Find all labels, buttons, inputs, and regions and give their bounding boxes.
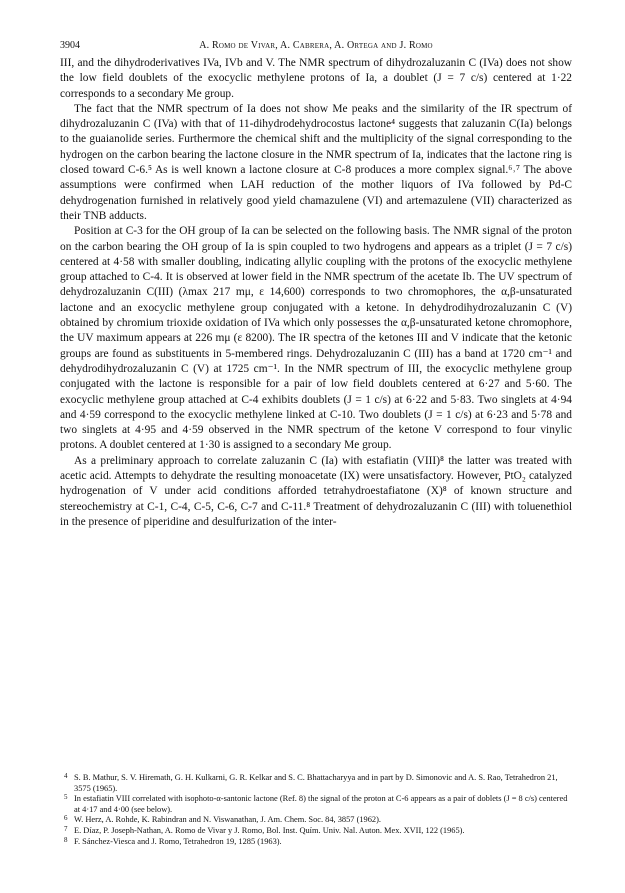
footnote xyxy=(60,773,572,794)
footnote-text: In estafiatin VIII correlated with isophoto-α-santonic lactone (Ref. 8) the signal of the proton at C-6 appears as a pair of doblets (J = 8 c/s) centered at 4·17 and 4·00 (see below). xyxy=(74,794,568,814)
footnote-mark: 8 xyxy=(64,835,68,844)
footnote-mark: 6 xyxy=(64,814,68,823)
footnote xyxy=(60,815,572,826)
footnote-text: S. B. Mathur, S. V. Hiremath, G. H. Kulkarni, G. R. Kelkar and S. C. Bhattacharyya and in part by D. Simonovic and A. S. Rao, Tetrahedron 21, 3575 (1965). xyxy=(74,773,558,793)
footnote-text: E. Díaz, P. Joseph-Nathan, A. Romo de Vivar y J. Romo, Bol. Inst. Quím. Univ. Nal. Auton. Mex. XVII, 122 (1965). xyxy=(74,825,465,835)
footnotes xyxy=(60,773,572,847)
footnote-text: F. Sánchez-Viesca and J. Romo, Tetrahedron 19, 1285 (1963). xyxy=(74,836,282,846)
footnote-mark: 5 xyxy=(64,793,68,802)
footnote xyxy=(60,837,572,848)
article-body xyxy=(60,56,572,530)
page-number: 3904 xyxy=(60,40,80,51)
body-paragraph: Position at C-3 for the OH group of Ia can be selected on the following basis. The NMR signal of the proton on the carbon bearing the OH group of Ia is spin coupled to two hydrogens and appears as a triplet (J = 7 c/s) centered at 4·58 with smaller doubling, indicating allylic coupling with the protons of the exocyclic methylene group attached to C-4. It is observed at lower field in the NMR spectrum of the acetate Ib. The UV spectrum of dehydrozaluzanin C(III) (λmax 217 mμ, ε 14,600) corresponds to two chromophores, the α,β-unsaturated lactone and an exocyclic methylene group conjugated with a ketone. In dehydrodihydrozaluzanin C (V) obtained by chromium trioxide oxidation of IVa which only possesses the α,β-unsaturated ketone chromophore, the UV maximum appears at 226 mμ (ε 8200). The IR spectra of the ketones III and V indicate that the ketonic groups are found as substituents in 5-membered rings. Dehydrozaluzanin C (III) has a band at 1720 cm⁻¹ and dehydrodihydrozaluzanin C (V) at 1725 cm⁻¹. In the NMR spectrum of III, the exocyclic methylene group conjugated with the lactone is responsible for a pair of low field doublets centered at 6·27 and 5·60. The exocyclic methylene group attached at C-4 exhibits doublets (J = 1 c/s) at 6·22 and 5·83. Two singlets at 4·94 and 4·59 correspond to the exocyclic methylene linked at C-10. Two doublets (J = 1 c/s) at 6·23 and 5·78 and two singlets at 4·95 and 4·59 observed in the NMR spectrum of the ketone V correspond to four vinylic protons. A doublet centered at 1·30 is assigned to a secondary Me group. xyxy=(60,225,572,452)
body-paragraph: III, and the dihydroderivatives IVa, IVb and V. The NMR spectrum of dihydrozaluzanin C (IVa) does not show the low field doublets of the exocyclic methylene protons of Ia, a doublet (J = 7 c/s) centered at 1·22 corresponds to a secondary Me group. xyxy=(60,57,572,100)
body-paragraph: The fact that the NMR spectrum of Ia does not show Me peaks and the similarity of the IR spectrum of dihydrozaluzanin C (IVa) with that of 11-dihydrodehydrocostus lactone⁴ suggests that zaluzanin C(Ia) belongs to the guaianolide series. Furthermore the chemical shift and the multiplicity of the signal corresponding to the hydrogen on the carbon bearing the lactone closure in the NMR spectrum of Ia, indicates that the lactone ring is closed toward C-6.⁵ As is well known a lactone closure at C-8 produces a more complex signal.⁶˒⁷ The above assumptions were confirmed when LAH reduction of the mother liquors of IVa followed by Pd-C dehydrogenation furnished in relatively good yield chamazulene (VI) and artemazulene (VII) characterized as their TNB adducts. xyxy=(60,102,572,222)
footnote xyxy=(60,794,572,815)
footnote xyxy=(60,826,572,837)
footnote-mark: 7 xyxy=(64,824,68,833)
running-header-authors: A. Romo de Vivar, A. Cabrera, A. Ortega and J. Romo xyxy=(199,40,433,51)
footnote-text: W. Herz, A. Rohde, K. Rabindran and N. Viswanathan, J. Am. Chem. Soc. 84, 3857 (1962). xyxy=(74,815,382,825)
footnote-mark: 4 xyxy=(64,772,68,780)
body-paragraph: As a preliminary approach to correlate zaluzanin C (Ia) with estafiatin (VIII)⁸ the latter was treated with acetic acid. Attempts to dehydrate the resulting monoacetate (IX) were unsatisfactory. However, PtO₂ catalyzed hydrogenation of V under acid conditions afforded tetrahydroestafiatone (X)⁸ of known structure and stereochemistry at C-1, C-4, C-5, C-6, C-7 and C-11.⁸ Treatment of dehydrozaluzanin C (III) with toluenethiol in the presence of piperidine and desulfurization of the inter- xyxy=(60,454,572,528)
